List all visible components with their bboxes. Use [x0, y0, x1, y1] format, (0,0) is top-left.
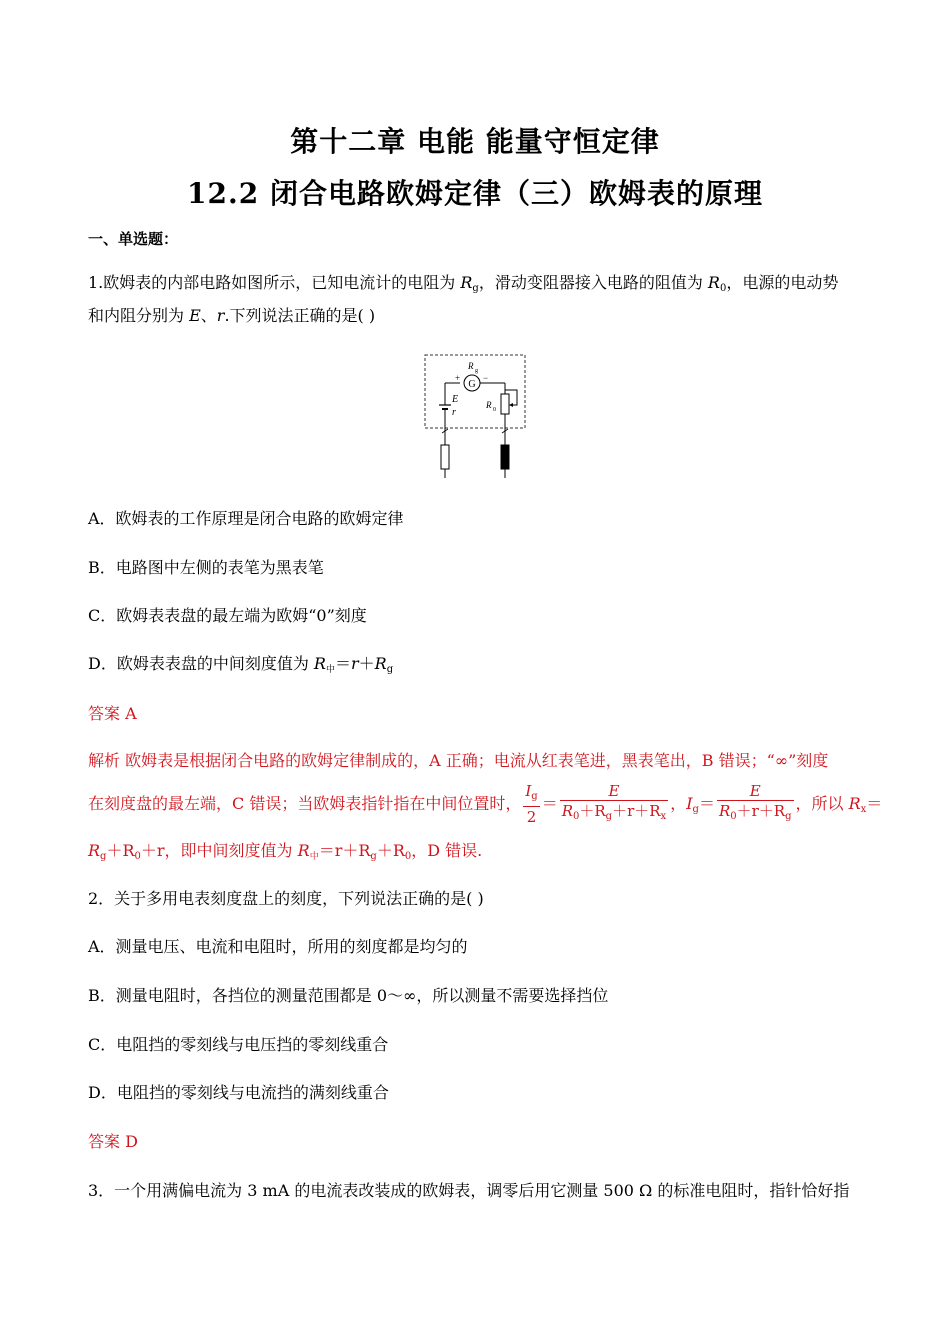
- q1-explanation-line2: 在刻度盘的最左端，C 错误；当欧姆表指针指在中间位置时， $\frac{I_g}{2}$ ＝ $\frac{E}{R_0+R_g+r+R_x}$ ，$I_g=$ $\frac{E}{R_0+r+R_g}$ ，所以 $R_x=$: [88, 782, 883, 826]
- right-probe: [501, 445, 509, 469]
- q1-answer: 答案 A: [88, 704, 137, 723]
- q2-option-d: D．电阻挡的零刻线与电流挡的满刻线重合: [88, 1083, 389, 1102]
- q2-stem: 2．关于多用电表刻度盘上的刻度，下列说法正确的是( ): [88, 889, 484, 908]
- q1-explanation-line3: $R_g+R_0+r$，即中间刻度值为 R中$=r+R_g+R_0$，D 错误.: [88, 841, 483, 862]
- q1-stem-line1: 1.欧姆表的内部电路如图所示，已知电流计的电阻为 $R_g$，滑动变阻器接入电路的阻值为 $R_0$，电源的电动势: [88, 273, 839, 294]
- svg-text:g: g: [475, 368, 478, 374]
- q2-answer: 答案 D: [88, 1132, 138, 1151]
- ohmmeter-circuit-diagram: [420, 350, 530, 480]
- fraction-half-ig: $\frac{I_g}{2}$: [525, 782, 538, 826]
- svg-text:0: 0: [493, 407, 496, 413]
- fraction-e-over-rx: $\frac{E}{R_0+R_g+r+R_x}$: [561, 782, 667, 822]
- q1-option-a: A．欧姆表的工作原理是闭合电路的欧姆定律: [88, 509, 404, 528]
- q1-stem-line2: 和内阻分别为 E、r.下列说法正确的是( ): [88, 306, 376, 325]
- q1-option-c: C．欧姆表表盘的最左端为欧姆“0”刻度: [88, 606, 367, 625]
- section-heading: 一、单选题：: [88, 230, 179, 248]
- q1-option-b: B．电路图中左侧的表笔为黑表笔: [88, 558, 324, 577]
- svg-text:R: R: [486, 400, 492, 410]
- q1-explanation-line1: 解析 欧姆表是根据闭合电路的欧姆定律制成的，A 正确；电流从红表笔进，黑表笔出，B 错误；“∞”刻度: [88, 751, 829, 770]
- svg-text:+: +: [455, 373, 461, 383]
- svg-text:R: R: [468, 361, 474, 371]
- svg-text:E: E: [452, 394, 459, 405]
- chapter-title: 第十二章 电能 能量守恒定律: [290, 125, 660, 158]
- left-probe: [441, 445, 449, 469]
- q2-option-c: C．电阻挡的零刻线与电压挡的零刻线重合: [88, 1035, 389, 1054]
- svg-text:r: r: [452, 407, 456, 418]
- q2-option-a: A．测量电压、电流和电阻时，所用的刻度都是均匀的: [88, 937, 468, 956]
- q2-option-b: B．测量电阻时，各挡位的测量范围都是 0～∞，所以测量不需要选择挡位: [88, 986, 609, 1005]
- fraction-e-over-r0: $\frac{E}{R_0+r+R_g}$: [718, 782, 792, 822]
- rheostat-symbol: [501, 394, 509, 414]
- q1-option-d: D．欧姆表表盘的中间刻度值为 R中$=r+R_g$: [88, 654, 394, 675]
- lesson-title: 12.2 闭合电路欧姆定律（三）欧姆表的原理: [187, 177, 763, 210]
- svg-text:G: G: [468, 379, 476, 390]
- q3-stem: 3．一个用满偏电流为 3 mA 的电流表改装成的欧姆表，调零后用它测量 500 Ω 的标准电阻时，指针恰好指: [88, 1181, 850, 1200]
- svg-text:−: −: [483, 373, 489, 383]
